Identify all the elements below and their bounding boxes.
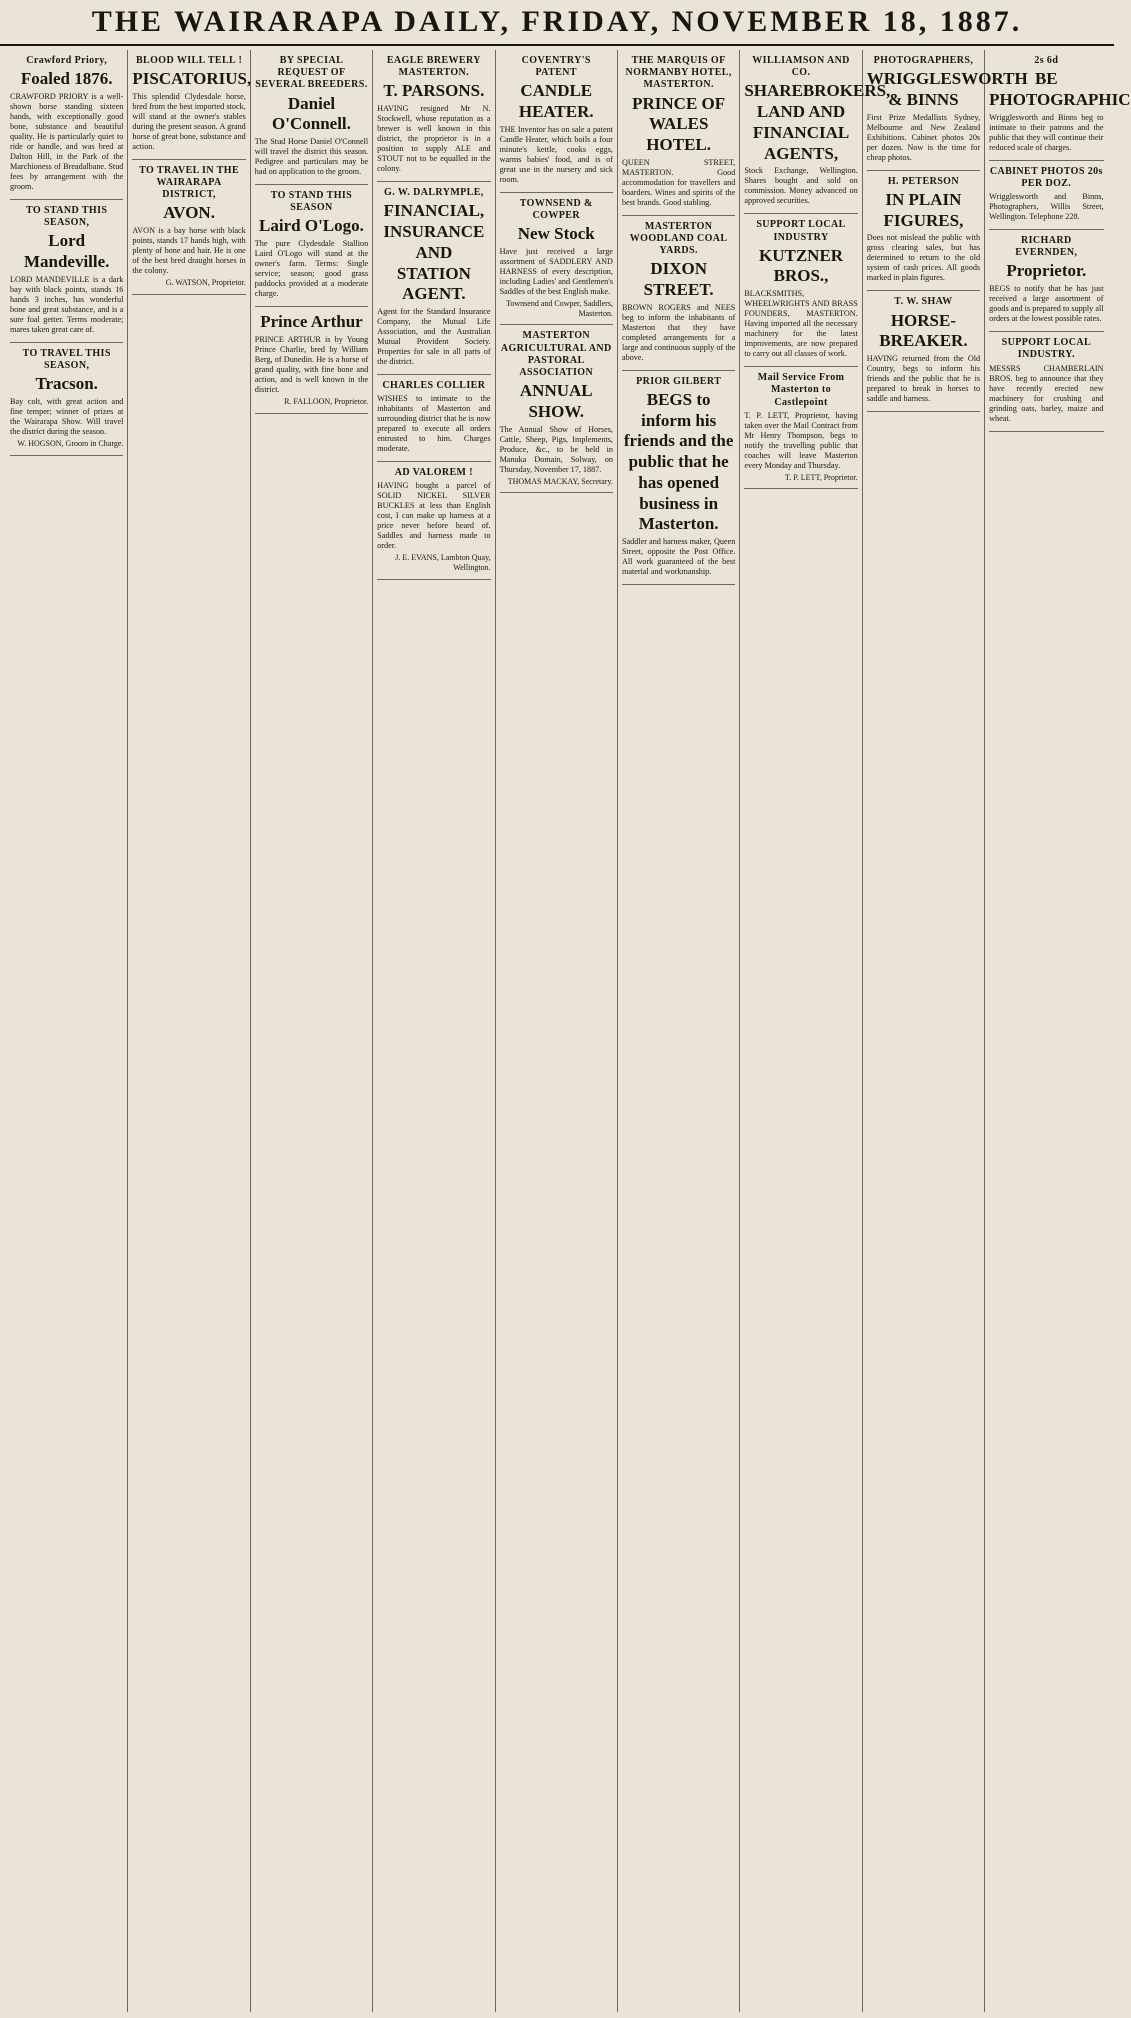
ad-body: HAVING returned from the Old Country, begs to inform his friends and the public that he is prepared to break in horses to saddle and harness. bbox=[866, 353, 981, 403]
ad-title: SUPPORT LOCAL INDUSTRY bbox=[756, 219, 846, 243]
ad-title: TOWNSEND & COWPER bbox=[519, 197, 593, 222]
newspaper-column bbox=[496, 50, 618, 2012]
advertisement bbox=[744, 50, 891, 214]
advertisement bbox=[255, 307, 368, 413]
newspaper-column bbox=[6, 50, 128, 2012]
ad-subtitle: Laird O'Logo. bbox=[259, 216, 364, 236]
ad-subtitle: PISCATORIUS, bbox=[132, 69, 252, 89]
ad-title: COVENTRY'S PATENT bbox=[521, 55, 591, 79]
ad-subtitle: SHAREBROKERS, LAND AND FINANCIAL AGENTS, bbox=[744, 81, 891, 163]
ad-title: PHOTOGRAPHERS, bbox=[873, 55, 974, 66]
ad-title: WILLIAMSON AND CO. bbox=[752, 55, 850, 79]
ad-title: TO TRAVEL THIS SEASON, bbox=[22, 347, 111, 371]
ad-body: Bay colt, with great action and fine temper; winner of prizes at the Wairarapa Show. Will travel the district during the season. bbox=[10, 396, 124, 436]
ad-signature: T. P. LETT, Proprietor. bbox=[784, 472, 858, 482]
advertisement bbox=[132, 160, 245, 295]
advertisement bbox=[989, 230, 1103, 332]
ad-subtitle: PRINCE OF WALES HOTEL. bbox=[632, 93, 726, 155]
ad-signature: J. E. EVANS, Lambton Quay, Wellington. bbox=[395, 553, 491, 573]
newspaper-column bbox=[373, 50, 495, 2012]
ad-body: Does not mislead the public with gross clearing sales, but has determined to return to the old system of cash prices. All goods marked in plain figures. bbox=[866, 233, 981, 283]
ad-body: HAVING resigned Mr N. Stockwell, whose reputation as a brewer is well known in this district, the proprietor is in a position to supply ALE and STOUT not to be equalled in the colony. bbox=[377, 104, 491, 174]
newspaper-column bbox=[251, 50, 373, 2012]
ad-body: QUEEN STREET, MASTERTON. Good accommodation for travellers and boarders. Wines and spirits of the best brands. Good stabling. bbox=[621, 157, 736, 207]
ad-body: AVON is a bay horse with black points, stands 17 hands high, with plenty of bone and hair. He is one of the best bred draught horses in the colony. bbox=[132, 226, 246, 276]
ad-subtitle: AVON. bbox=[163, 203, 215, 223]
advertisement bbox=[500, 193, 613, 326]
ad-body: Wrigglesworth and Binns, Photographers, Willis Street, Wellington. Telephone 228. bbox=[989, 192, 1104, 222]
advertisement bbox=[377, 50, 490, 182]
ad-body: HAVING bought a parcel of SOLID NICKEL SILVER BUCKLES at less than English cost, I can make up harness at a price never before heard of. Saddles and harness made to order. bbox=[377, 481, 491, 551]
ad-title: BLOOD WILL TELL ! bbox=[135, 55, 243, 66]
ad-body: BLACKSMITHS, WHEELWRIGHTS AND BRASS FOUNDERS, MASTERTON. Having imported all the necessary machinery for the latest improvements, are now prepared to carry out all classes of work. bbox=[744, 289, 858, 359]
ad-body: The Stud Horse Daniel O'Connell will travel the district this season. Pedigree and particulars may be had on application to the groom. bbox=[254, 137, 369, 177]
ad-body: First Prize Medallists Sydney, Melbourne and New Zealand Exhibitions. Cabinet photos 20s per dozen. Now is the time for cheap photos. bbox=[866, 112, 981, 162]
ad-body: MESSRS CHAMBERLAIN BROS. beg to announce that they have recently erected new machinery for crushing and grinding oats, barley, maize and wheat. bbox=[989, 363, 1104, 423]
advertisement bbox=[255, 50, 368, 185]
advertisement bbox=[989, 332, 1103, 431]
ad-subtitle: CANDLE HEATER. bbox=[518, 81, 594, 122]
ad-subtitle: FINANCIAL, INSURANCE AND STATION AGENT. bbox=[383, 201, 485, 304]
ad-title: TO TRAVEL IN THE WAIRARAPA DISTRICT, bbox=[139, 164, 240, 201]
ad-body: WISHES to intimate to the inhabitants of Masterton and surrounding district that he is now prepared to execute all orders entrusted to him. Charges moderate. bbox=[377, 394, 491, 454]
advertisement bbox=[989, 50, 1131, 161]
advertisement bbox=[867, 171, 980, 292]
ad-subtitle: KUTZNER BROS., bbox=[759, 245, 844, 286]
ad-body: BEGS to notify that he has just received a large assortment of goods and is prepared to supply all orders at the lowest possible rates. bbox=[989, 284, 1104, 324]
ad-body: The pure Clydesdale Stallion Laird O'Logo will stand at the owner's farm. Terms: Single service; season; good grass paddocks provided at a moderate charge. bbox=[254, 239, 369, 299]
ad-subtitle: Prince Arthur bbox=[260, 312, 363, 332]
ad-signature: THOMAS MACKAY, Secretary. bbox=[507, 476, 613, 486]
ad-signature: W. HOGSON, Groom in Charge. bbox=[17, 438, 124, 448]
advertisement bbox=[622, 50, 735, 216]
ad-body: T. P. LETT, Proprietor, having taken over the Mail Contract from Mr Henry Thompson, begs to notify the travelling public that coaches will leave Masterton every Monday and Thursday. bbox=[744, 410, 858, 470]
ad-title: THE MARQUIS OF NORMANBY HOTEL, MASTERTON. bbox=[625, 55, 732, 91]
newspaper-column bbox=[128, 50, 250, 2012]
ad-subtitle: HORSE-BREAKER. bbox=[879, 310, 968, 351]
ad-title: MASTERTON AGRICULTURAL AND PASTORAL ASSOCIATION bbox=[500, 330, 612, 379]
advertisement bbox=[377, 375, 490, 462]
masthead-title: THE WAIRARAPA DAILY, FRIDAY, NOVEMBER 18, 1887. bbox=[0, 0, 1114, 46]
ad-body: PRINCE ARTHUR is by Young Prince Charlie, bred by William Berg, of Dunedin. He is a horse of grand quality, with fine bone and action, and is well known in the district. bbox=[254, 334, 369, 394]
ad-subtitle: WRIGGLESWORTH & BINNS bbox=[866, 69, 1028, 109]
ad-body: The Annual Show of Horses, Cattle, Sheep, Pigs, Implements, Produce, &c., to be held in Manuka Domain, Solway, on Thursday, November 17, 1887. bbox=[499, 424, 613, 474]
ad-body: Agent for the Standard Insurance Company, the Mutual Life Association, and the Australian Mutual Provident Society. Properties for sale in all parts of the district. bbox=[377, 306, 491, 366]
newspaper-column bbox=[863, 50, 1028, 2012]
ad-subtitle: DIXON STREET. bbox=[643, 259, 714, 300]
ad-subtitle: T. PARSONS. bbox=[383, 81, 485, 101]
newspaper-column bbox=[618, 50, 740, 2012]
advertisement bbox=[377, 462, 490, 580]
ad-signature: Townsend and Cowper, Saddlers, Masterton. bbox=[506, 298, 613, 318]
advertisement bbox=[10, 200, 123, 343]
ad-title: AD VALOREM ! bbox=[394, 467, 474, 479]
ad-title: BY SPECIAL REQUEST OF SEVERAL BREEDERS. bbox=[255, 55, 368, 91]
ad-title: PRIOR GILBERT bbox=[636, 375, 722, 387]
ad-subtitle: Foaled 1876. bbox=[20, 69, 113, 89]
advertisement bbox=[500, 50, 613, 193]
advertisement bbox=[377, 182, 490, 375]
newspaper-column bbox=[740, 50, 891, 2012]
advertisement bbox=[744, 367, 857, 489]
ad-signature: R. FALLOON, Proprietor. bbox=[284, 396, 369, 406]
advertisement bbox=[622, 216, 735, 371]
columns-container bbox=[6, 50, 1131, 2012]
ad-body: Wrigglesworth and Binns beg to intimate to their patrons and the public that they will continue their reduced scale of charges. bbox=[989, 112, 1104, 152]
ad-body: CRAWFORD PRIORY is a well-shown horse standing sixteen hands, with exceptionally good bone, substance and beautiful quality. He is particularly quiet to ride or handle, and was bred at Dalton Hill, in the Park of the Marchioness of Breadalbane. Stud fees by arrangement with the groom. bbox=[10, 91, 124, 191]
ad-title: T. W. SHAW bbox=[894, 296, 953, 308]
ad-body: Have just received a large assortment of SADDLERY AND HARNESS of every description, including Ladies' and Gentlemen's Saddles of the best English make. bbox=[499, 246, 613, 296]
ad-title: SUPPORT LOCAL INDUSTRY. bbox=[1001, 337, 1092, 361]
advertisement bbox=[867, 291, 980, 412]
ad-body: THE Inventor has on sale a patent Candle Heater, which boils a four minute's kettle, cooks eggs, warms babies' food, and is of great use in the nursery and sick room. bbox=[499, 124, 613, 184]
ad-subtitle: BE PHOTOGRAPHIC bbox=[989, 69, 1131, 109]
ad-subtitle: Tracson. bbox=[35, 374, 98, 394]
ad-title: EAGLE BREWERY MASTERTON. bbox=[386, 55, 481, 79]
ad-title: CHARLES COLLIER bbox=[382, 379, 486, 391]
ad-subtitle: New Stock bbox=[517, 224, 595, 244]
advertisement bbox=[744, 214, 857, 367]
ad-title: TO STAND THIS SEASON, bbox=[26, 204, 108, 229]
advertisement bbox=[255, 185, 368, 307]
ad-title: RICHARD EVERNDEN, bbox=[1015, 235, 1078, 259]
ad-body: BROWN ROGERS and NEES beg to inform the inhabitants of Masterton that they have completed arrangements for a large and continuous supply of the above. bbox=[621, 302, 736, 362]
ad-body: This splendid Clydesdale horse, bred from the best imported stock, will stand at the owner's stables during the present season. A grand horse of great bone, substance and action. bbox=[132, 91, 246, 151]
ad-title: MASTERTON WOODLAND COAL YARDS. bbox=[629, 220, 728, 257]
advertisement bbox=[132, 50, 252, 160]
ad-subtitle: IN PLAIN FIGURES, bbox=[883, 189, 964, 230]
ad-subtitle: Daniel O'Connell. bbox=[272, 93, 351, 134]
ad-title: Mail Service From Masterton to Castlepoint bbox=[757, 372, 845, 408]
ad-title: Crawford Priory, bbox=[26, 55, 108, 66]
newspaper-column bbox=[985, 50, 1131, 2012]
advertisement bbox=[622, 371, 735, 585]
ad-title: H. PETERSON bbox=[887, 175, 959, 187]
ad-subtitle: Lord Mandeville. bbox=[23, 231, 110, 272]
advertisement bbox=[500, 325, 613, 493]
ad-subtitle: Proprietor. bbox=[1006, 261, 1087, 281]
advertisement bbox=[10, 343, 123, 456]
ad-title: 2s 6d bbox=[1034, 55, 1059, 66]
advertisement bbox=[866, 50, 1028, 171]
ad-title: TO STAND THIS SEASON bbox=[270, 190, 353, 214]
ad-subtitle: BEGS to inform his friends and the public that he has opened business in Masterton. bbox=[623, 389, 734, 534]
ad-title: G. W. DALRYMPLE, bbox=[384, 187, 484, 199]
ad-signature: G. WATSON, Proprietor. bbox=[165, 278, 246, 288]
advertisement bbox=[10, 50, 123, 200]
ad-title: CABINET PHOTOS 20s PER DOZ. bbox=[989, 165, 1103, 189]
advertisement bbox=[989, 161, 1103, 230]
ad-body: Saddler and harness maker, Queen Street, opposite the Post Office. All work guaranteed of the best material and workmanship. bbox=[621, 537, 736, 577]
ad-subtitle: ANNUAL SHOW. bbox=[519, 381, 593, 421]
ad-body: Stock Exchange, Wellington. Shares bought and sold on commission. Money advanced on approved securities. bbox=[744, 166, 858, 206]
ad-body: LORD MANDEVILLE is a dark bay with black points, stands 16 hands 3 inches, has wonderful bone and great substance, and is a sure foal getter. Terms moderate; mares taken great care of. bbox=[10, 274, 124, 334]
